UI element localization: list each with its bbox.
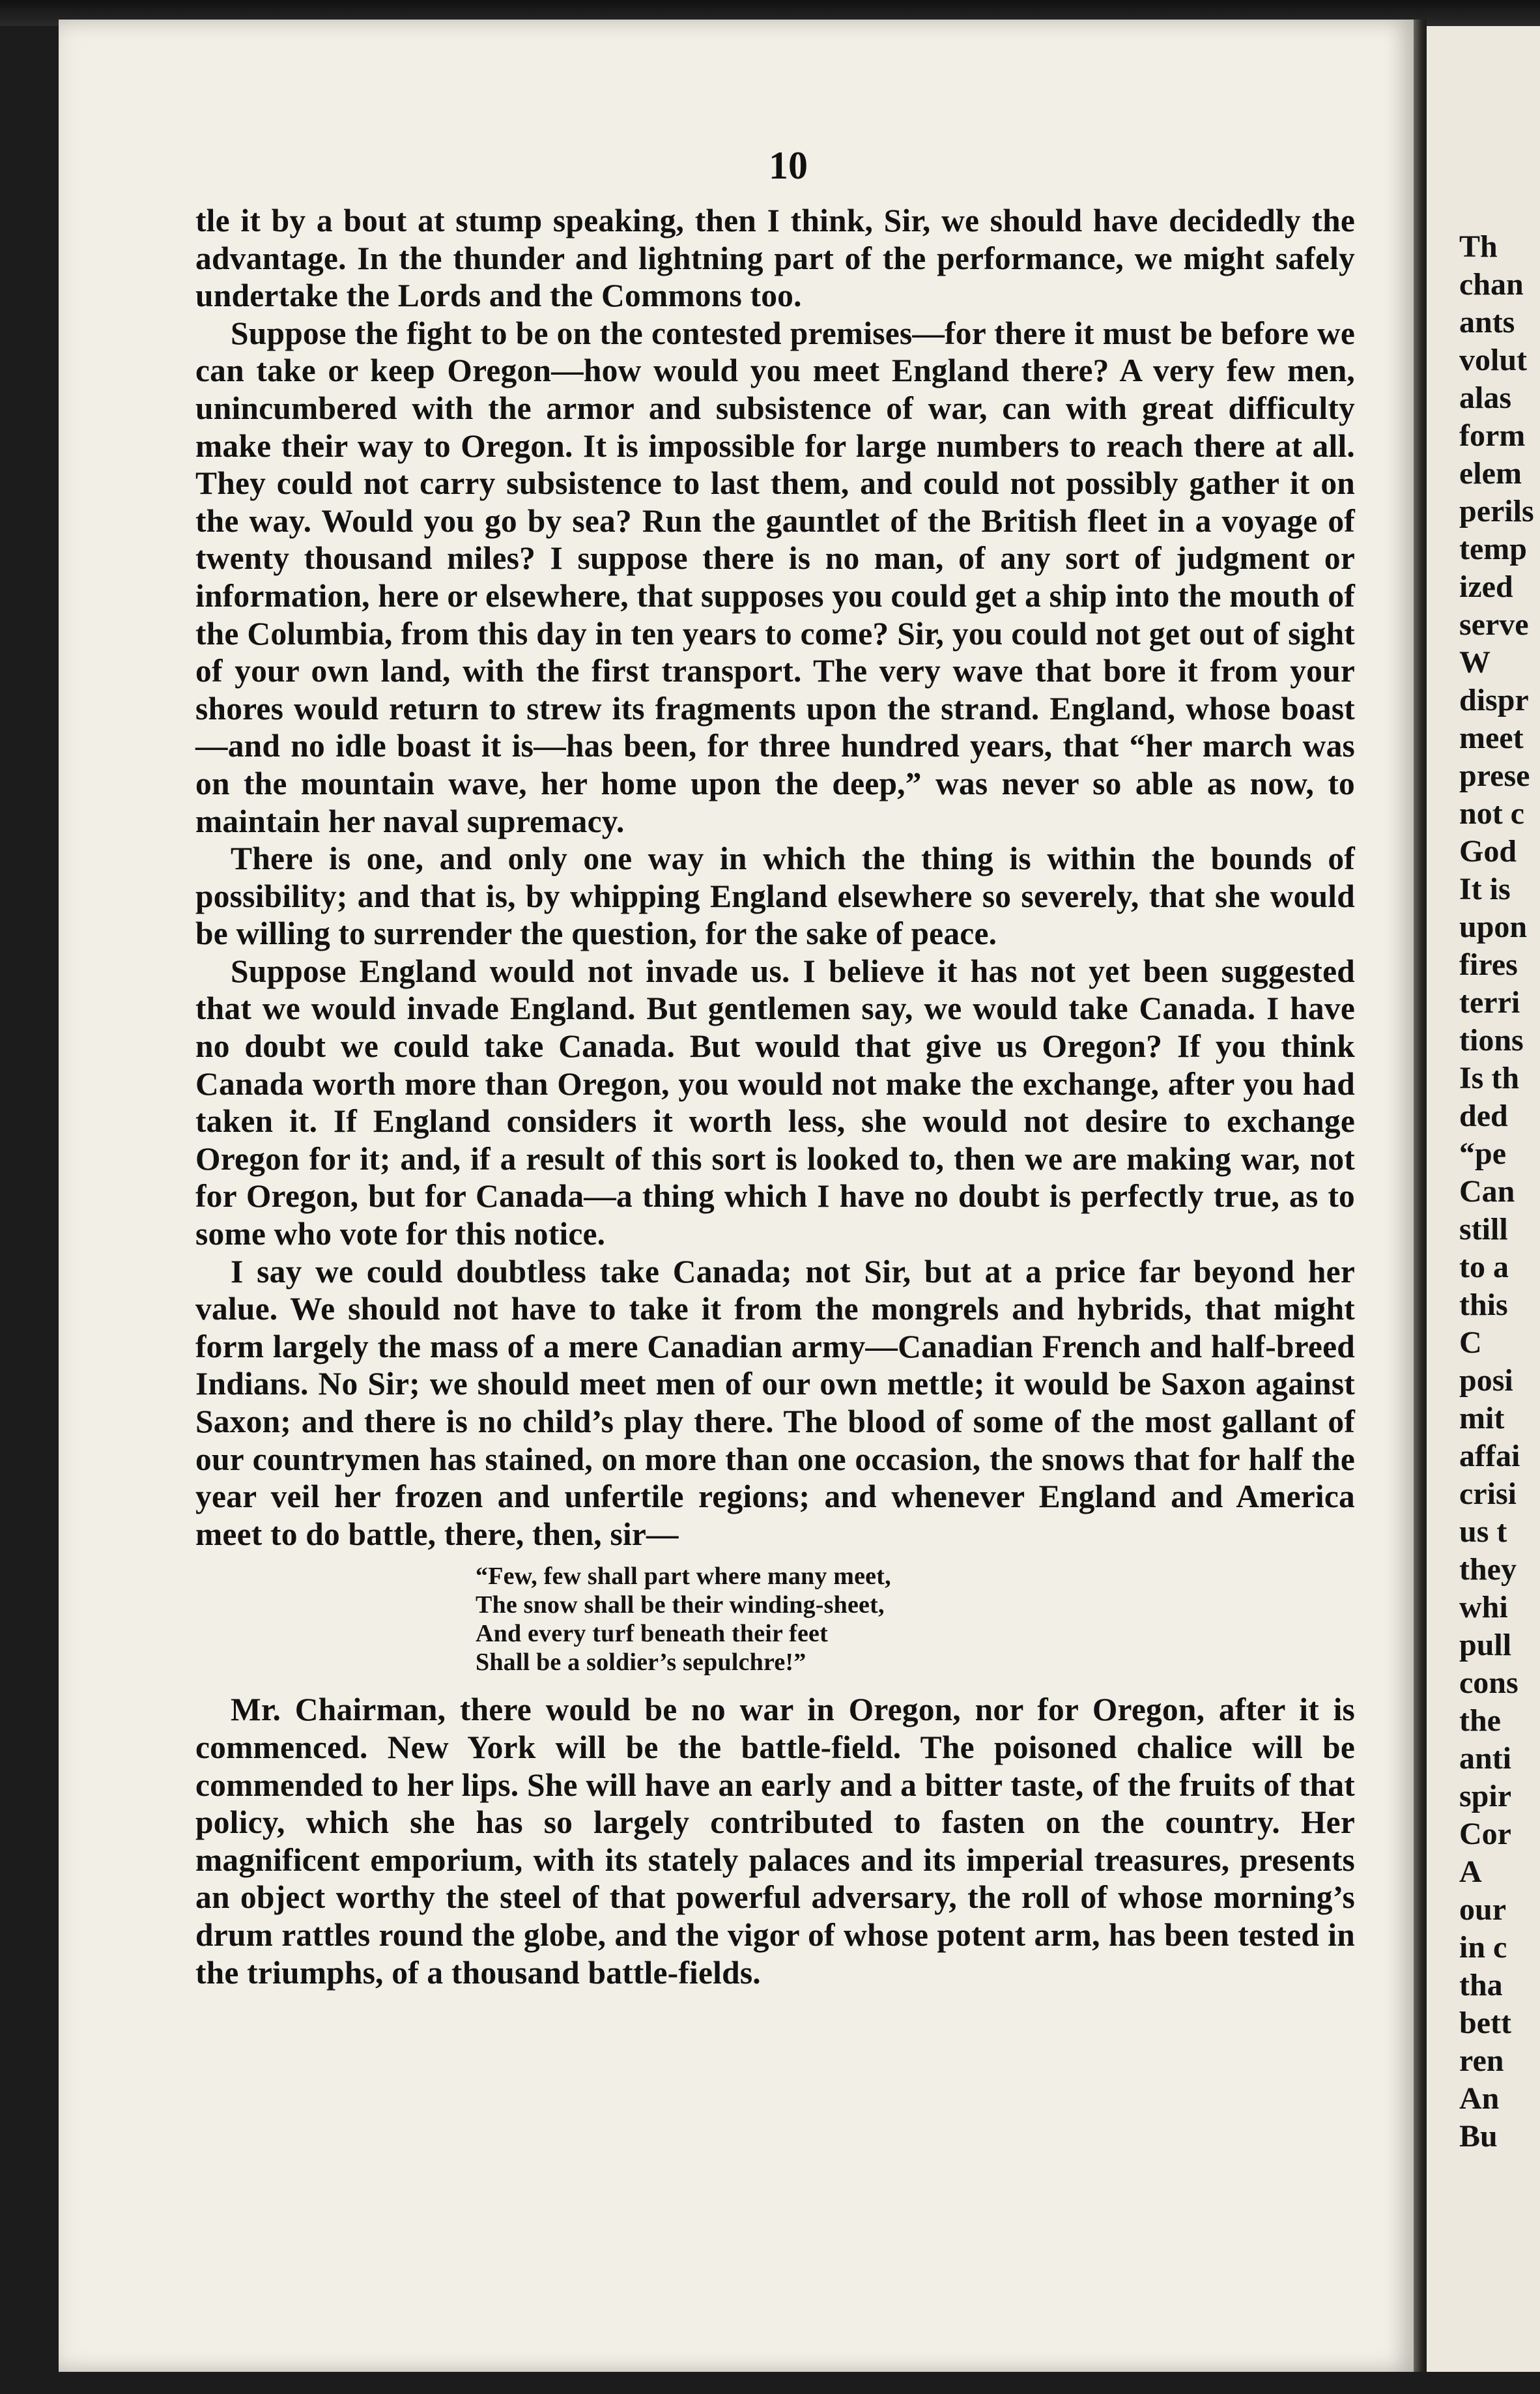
facing-line-fragment: crisi [1459, 1477, 1517, 1511]
facing-line-fragment: anti [1459, 1741, 1512, 1776]
facing-line-fragment: W [1459, 645, 1490, 680]
facing-line-fragment: ants [1459, 305, 1515, 339]
facing-line-fragment: volut [1459, 343, 1528, 377]
facing-line-fragment: spir [1459, 1779, 1512, 1813]
paragraph: There is one, and only one way in which the thing is within the bounds of possibility; and that is, by whipping England elsewhere so severely, that she would be willing to surrender the question, for the sake of peace. [195, 841, 1355, 952]
facing-line-fragment: Bu [1459, 2119, 1498, 2154]
facing-line-fragment: Cor [1459, 1817, 1511, 1851]
closing-paragraph: Mr. Chairman, there would be no war in Oregon, nor for Oregon, after it is commenced. New York will be the battle-field. The poisoned chalice will be commended to her lips. She will have an early and a bitter taste, of the fruits of that policy, which she has so largely contributed to fasten on the country. Her magnificent emporium, with its stately palaces and its imperial treasures, presents an object worthy the steel of that powerful adversary, the roll of whose morning’s drum rattles round the globe, and the vigor of whose potent arm, has been tested in the triumphs, of a thousand battle-fields. [195, 1692, 1355, 1991]
facing-line-fragment: us t [1459, 1514, 1507, 1549]
poem-quote [476, 1562, 1355, 1677]
poem-line: Shall be a soldier’s sepulchre!” [476, 1649, 806, 1677]
paragraph: I say we could doubtless take Canada; not Sir, but at a price far beyond her value. We should not have to take it from the mongrels and hybrids, that might form largely the mass of a mere Canadian army—Canadian French and half-breed Indians. No Sir; we should meet men of our own mettle; it would be Saxon against Saxon; and there is no child’s play there. The blood of some of the most gallant of our countrymen has stained, on more than one occasion, the snows that for half the year veil her frozen and unfertile regions; and whenever England and America meet to do battle, there, then, sir— [195, 1253, 1355, 1552]
facing-line-fragment: tha [1459, 1968, 1503, 2002]
paragraph: tle it by a bout at stump speaking, then I think, Sir, we should have decidedly the advantage. In the thunder and lightning part of the performance, we might safely undertake the Lords and the Commons too. [195, 203, 1355, 314]
facing-line-fragment: It is [1459, 872, 1511, 906]
facing-line-fragment: the [1459, 1703, 1501, 1738]
facing-line-fragment: meet [1459, 721, 1524, 755]
paragraph: Suppose England would not invade us. I believe it has not yet been suggested that we would invade England. But gentlemen say, we would take Canada. I have no doubt we could take Canada. But would that give us Oregon? If you think Canada worth more than Oregon, you would not make the exchange, after you had taken it. If England considers it worth less, she would not desire to exchange Oregon for it; and, if a result of this sort is looked to, then we are making war, not for Oregon, but for Canada—a thing which I have no doubt is perfectly true, as to some who vote for this notice. [195, 953, 1355, 1252]
facing-line-fragment: still [1459, 1212, 1508, 1247]
facing-line-fragment: posi [1459, 1363, 1513, 1398]
facing-line-fragment: cons [1459, 1666, 1519, 1700]
facing-line-fragment: Th [1459, 229, 1498, 264]
facing-line-fragment: ded [1459, 1099, 1508, 1133]
facing-line-fragment: our [1459, 1892, 1506, 1927]
facing-line-fragment: form [1459, 418, 1526, 453]
facing-line-fragment: “pe [1459, 1136, 1506, 1171]
facing-line-fragment: ren [1459, 2043, 1504, 2078]
facing-line-fragment: A [1459, 1854, 1482, 1889]
facing-page-text [1459, 228, 1540, 2156]
facing-line-fragment: tions [1459, 1023, 1524, 1058]
facing-line-fragment: they [1459, 1552, 1517, 1587]
paragraph: Suppose the fight to be on the contested premises—for there it must be before we can take or keep Oregon—how would you meet England there? A very few men, unincumbered with the armor and subsistence of war, can with great difficulty make their way to Oregon. It is impossible for large numbers to reach there at all. They could not carry subsistence to last them, and could not possibly gather it on the way. Would you go by sea? Run the gauntlet of the British fleet in a voyage of twenty thousand miles? I suppose there is no man, of any sort of judgment or information, here or elsewhere, that supposes you could get a ship into the mouth of the Columbia, from this day in ten years to come? Sir, you could not get out of sight of your own land, with the first transport. The very wave that bore it from your shores would return to strew its fragments upon the strand. England, whose boast—and no idle boast it is—has been, for three hundred years, that “her march was on the mountain wave, her home upon the deep,” was never so able as now, to maintain her naval supremacy. [195, 315, 1355, 839]
facing-line-fragment: whi [1459, 1590, 1508, 1624]
facing-line-fragment: mit [1459, 1401, 1505, 1435]
facing-line-fragment: fires [1459, 947, 1518, 982]
poem-line: “Few, few shall part where many meet, [476, 1563, 891, 1591]
facing-line-fragment: upon [1459, 910, 1528, 944]
poem-line: The snow shall be their winding-sheet, [476, 1591, 885, 1619]
facing-line-fragment: this [1459, 1288, 1508, 1322]
facing-line-fragment: chan [1459, 267, 1524, 302]
facing-line-fragment: C [1459, 1325, 1482, 1360]
facing-line-fragment: God [1459, 834, 1517, 869]
facing-line-fragment: Can [1459, 1174, 1515, 1209]
facing-line-fragment: Is th [1459, 1061, 1520, 1095]
page-number: 10 [769, 144, 808, 187]
facing-line-fragment: not c [1459, 796, 1524, 831]
body-text [195, 202, 1355, 1991]
facing-line-fragment: alas [1459, 381, 1512, 415]
book-gutter [1414, 20, 1427, 2372]
facing-line-fragment: elem [1459, 456, 1522, 491]
poem-line: And every turf beneath their feet [476, 1620, 828, 1648]
facing-line-fragment: bett [1459, 2006, 1511, 2040]
facing-line-fragment: terri [1459, 985, 1520, 1020]
facing-line-fragment: An [1459, 2081, 1500, 2116]
facing-line-fragment: temp [1459, 532, 1527, 566]
facing-line-fragment: dispr [1459, 683, 1529, 717]
facing-line-fragment: to a [1459, 1250, 1509, 1284]
facing-line-fragment: ized [1459, 570, 1513, 604]
facing-line-fragment: in c [1459, 1930, 1507, 1965]
facing-line-fragment: serve [1459, 607, 1529, 642]
facing-line-fragment: pull [1459, 1628, 1512, 1662]
facing-line-fragment: perils [1459, 494, 1534, 528]
facing-line-fragment: prese [1459, 758, 1530, 793]
facing-line-fragment: affai [1459, 1439, 1520, 1473]
